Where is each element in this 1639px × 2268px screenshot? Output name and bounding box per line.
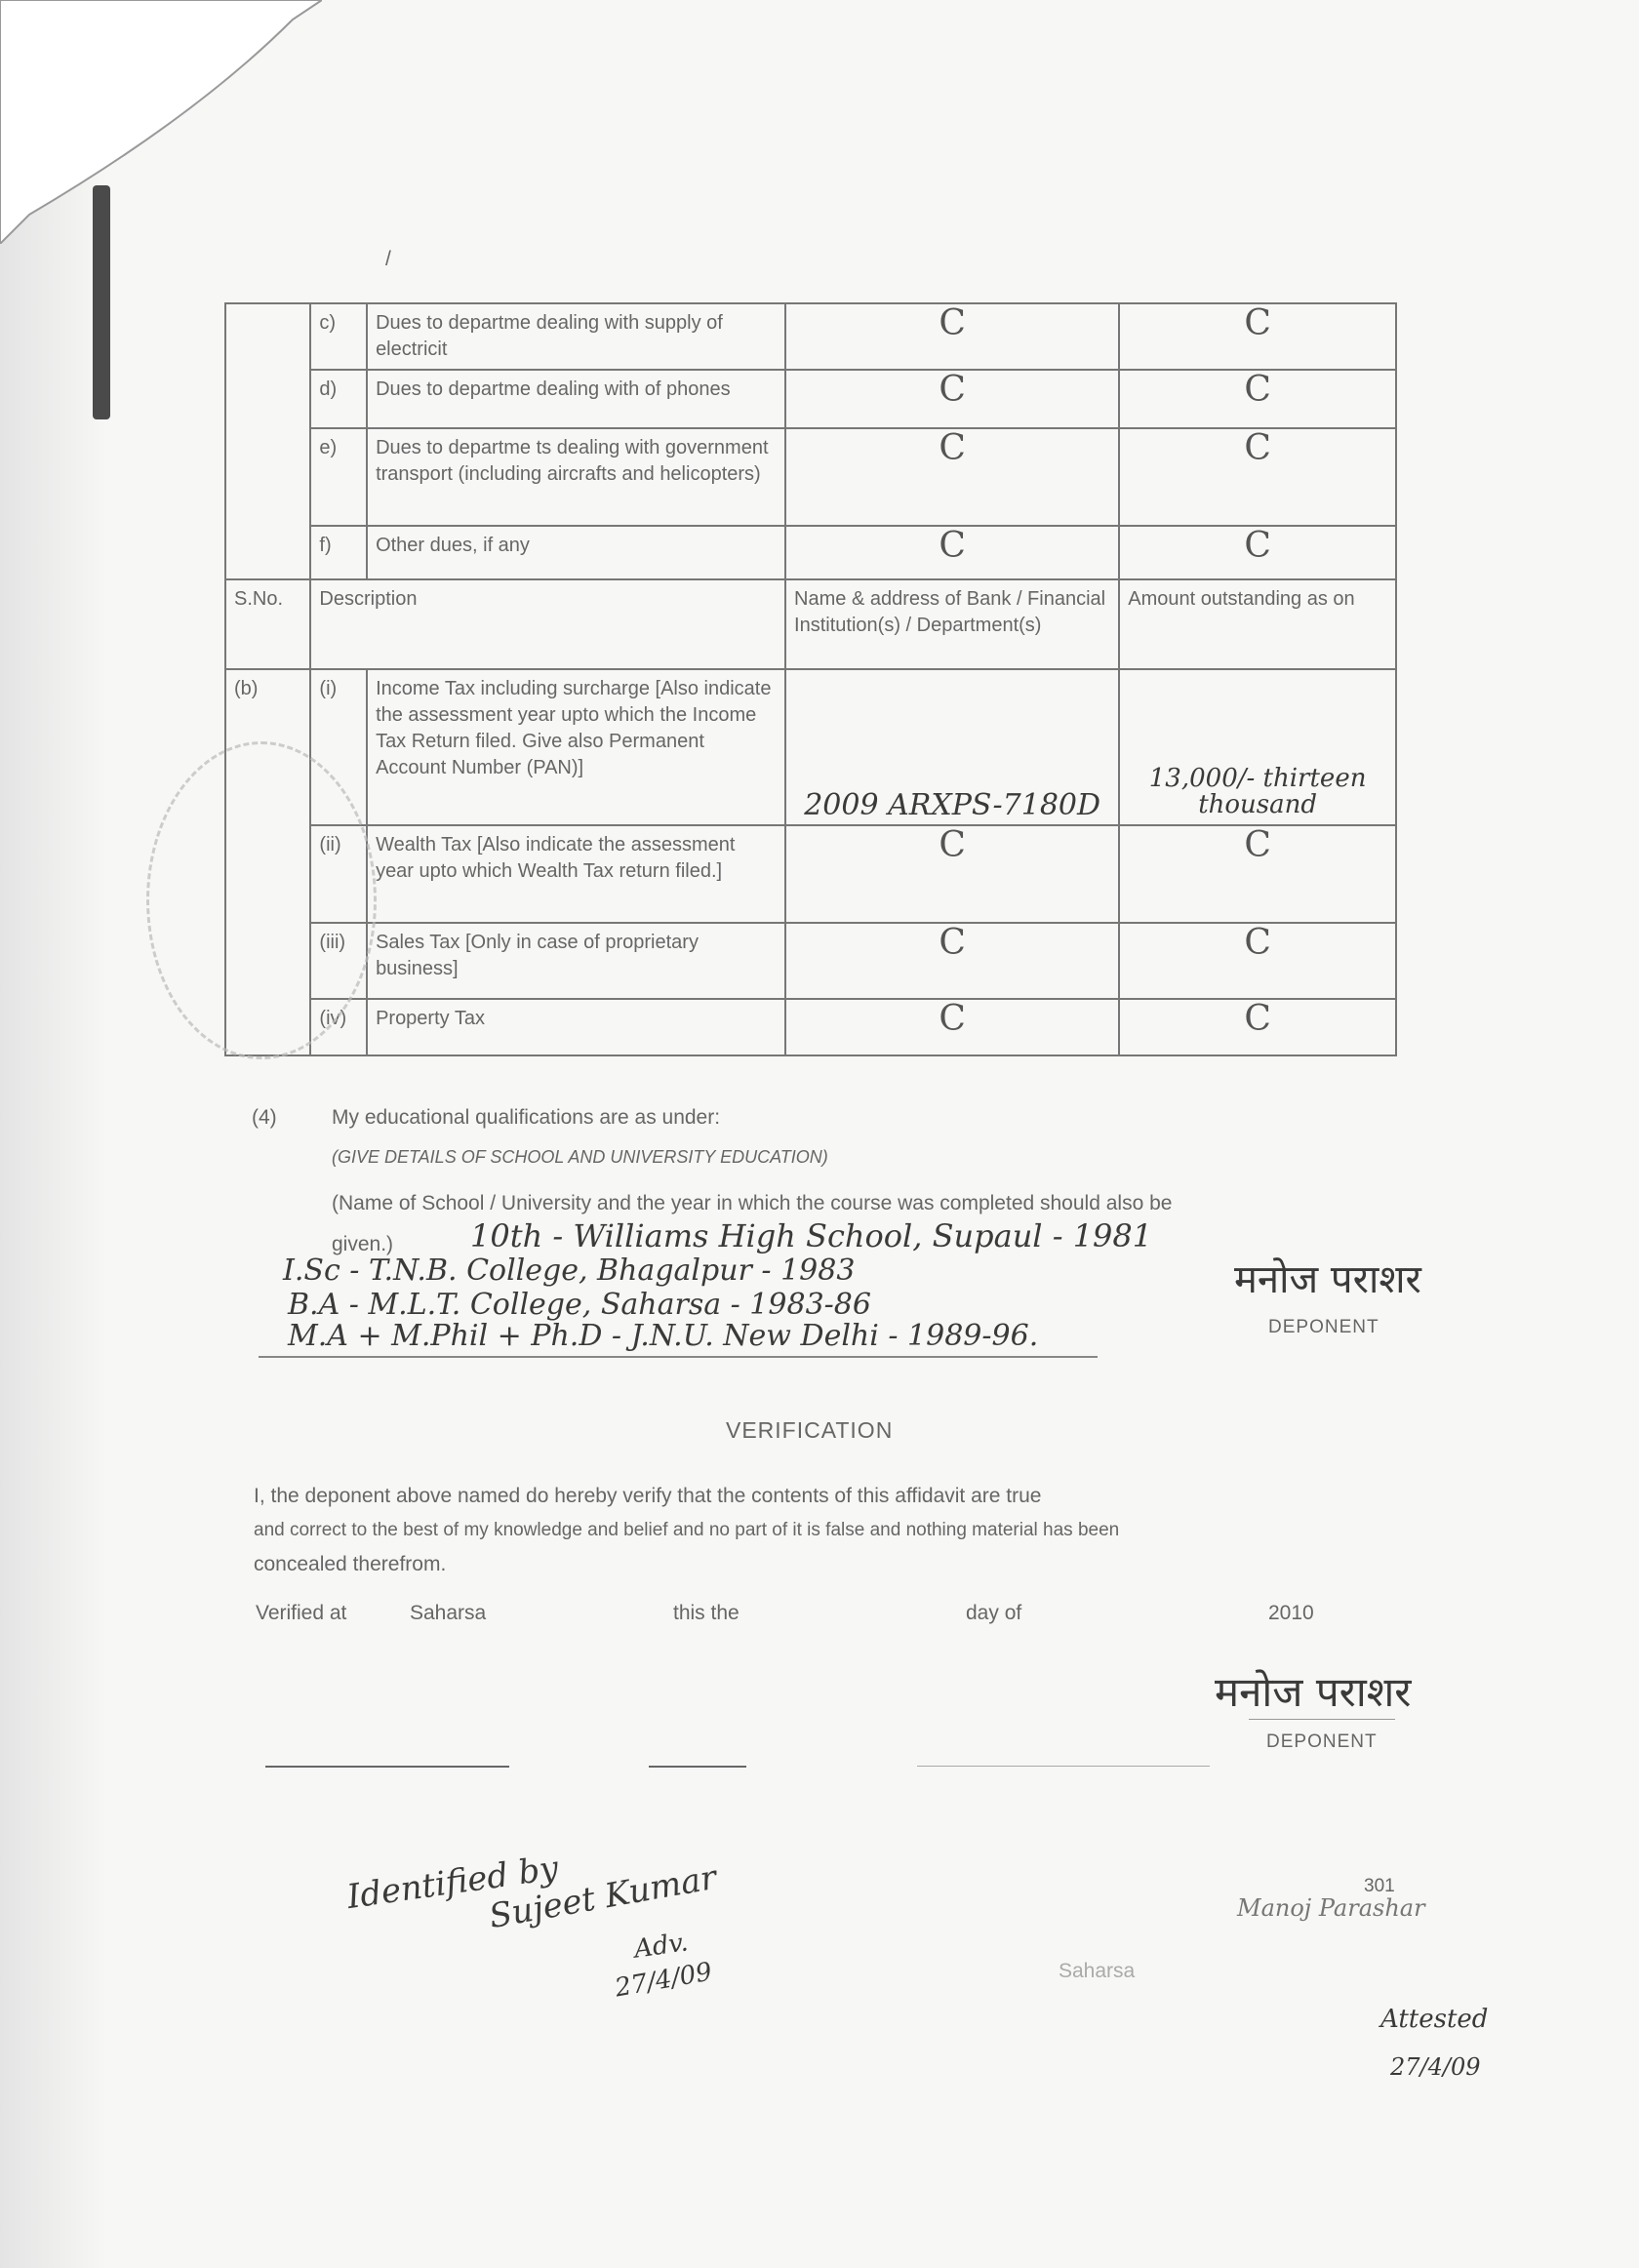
section-number: (4) — [252, 1106, 277, 1129]
empty-cell — [225, 303, 310, 579]
table-row — [225, 825, 1396, 923]
row-label: c) — [310, 303, 367, 370]
signature-line — [1249, 1719, 1395, 1720]
row-label: (i) — [310, 669, 367, 825]
nil-mark: C — [785, 825, 1119, 923]
row-label: (iv) — [310, 999, 367, 1055]
header-sno: S.No. — [225, 579, 310, 669]
education-heading: My educational qualifications are as under: — [332, 1106, 721, 1129]
header-description: Description — [310, 579, 785, 669]
row-description: Property Tax — [367, 999, 785, 1055]
nil-mark: C — [785, 370, 1119, 428]
table-row — [225, 303, 1396, 370]
row-label: (iii) — [310, 923, 367, 999]
table-header-row — [225, 579, 1396, 669]
witness-date: 27/4/09 — [613, 1957, 715, 2004]
row-description: Income Tax including surcharge [Also indicate the assessment year upto which the Income Tax Return filed. Give also Permanent Account Number (PAN)] — [367, 669, 785, 825]
nil-mark: C — [1119, 923, 1396, 999]
row-label: f) — [310, 526, 367, 579]
table-row — [225, 428, 1396, 526]
nil-mark: C — [1119, 428, 1396, 526]
nil-mark: C — [785, 999, 1119, 1055]
education-entry: 10th - Williams High School, Supaul - 1981 — [470, 1217, 1153, 1254]
witness-signature: Sujeet Kumar — [486, 1857, 720, 1937]
table-row — [225, 999, 1396, 1055]
education-instruction: (Name of School / University and the year in which the course was completed should also be — [332, 1192, 1173, 1214]
folded-corner — [0, 0, 322, 244]
notary-name: Manoj Parashar — [1237, 1894, 1425, 1922]
page-edge-shadow — [0, 0, 107, 2268]
deponent-signature: मनोज पराशर — [1234, 1257, 1421, 1302]
witness-signature: Identified by — [344, 1849, 561, 1917]
nil-mark: C — [1119, 999, 1396, 1055]
table-row — [225, 669, 1396, 825]
verification-line: and correct to the best of my knowledge and belief and no part of it is false and nothing material has been — [254, 1520, 1120, 1540]
witness-designation: Adv. — [632, 1928, 691, 1965]
row-description: Dues to departme dealing with supply of electricit — [367, 303, 785, 370]
notary-signature: Attested — [1380, 2005, 1489, 2034]
faded-text: Saharsa — [1059, 1960, 1136, 1982]
nil-mark: C — [1119, 825, 1396, 923]
nil-mark: C — [785, 428, 1119, 526]
deponent-signature: मनोज पराशर — [1215, 1668, 1412, 1716]
verified-place: Saharsa — [410, 1602, 487, 1624]
education-instruction-given: given.) — [332, 1233, 394, 1255]
underline — [259, 1356, 1098, 1358]
row-description: Dues to departme ts dealing with government transport (including aircrafts and helicopters) — [367, 428, 785, 526]
table-row — [225, 370, 1396, 428]
verification-line: I, the deponent above named do hereby verify that the contents of this affidavit are true — [254, 1485, 1042, 1507]
assets-liabilities-table — [224, 302, 1397, 1056]
verified-year: 2010 — [1268, 1602, 1314, 1624]
deponent-label: DEPONENT — [1268, 1317, 1379, 1337]
row-label: e) — [310, 428, 367, 526]
verification-line: concealed therefrom. — [254, 1553, 447, 1575]
row-description: Sales Tax [Only in case of proprietary business] — [367, 923, 785, 999]
day-of-label: day of — [966, 1602, 1022, 1624]
rule — [649, 1766, 746, 1768]
education-entry: B.A - M.L.T. College, Saharsa - 1983-86 — [288, 1288, 871, 1322]
education-entry: M.A + M.Phil + Ph.D - J.N.U. New Delhi - 1989-96. — [288, 1319, 1039, 1353]
page-number: 301 — [1364, 1876, 1395, 1896]
nil-mark: C — [1119, 370, 1396, 428]
row-label: d) — [310, 370, 367, 428]
notary-date: 27/4/09 — [1390, 2053, 1481, 2081]
amount-handwritten: 13,000/- thirteen thousand — [1119, 669, 1396, 825]
verified-at-label: Verified at — [256, 1602, 347, 1624]
education-entry: I.Sc - T.N.B. College, Bhagalpur - 1983 — [283, 1253, 856, 1288]
stray-mark: / — [385, 248, 391, 270]
header-amount: Amount outstanding as on — [1119, 579, 1396, 669]
table-row — [225, 526, 1396, 579]
pan-handwritten: 2009 ARXPS-7180D — [785, 669, 1119, 825]
rule — [917, 1766, 1210, 1767]
header-bank: Name & address of Bank / Financial Institution(s) / Department(s) — [785, 579, 1119, 669]
row-label: (ii) — [310, 825, 367, 923]
nil-mark: C — [785, 303, 1119, 370]
deponent-label: DEPONENT — [1266, 1731, 1378, 1752]
education-subheading: (GIVE DETAILS OF SCHOOL AND UNIVERSITY EDUCATION) — [332, 1147, 828, 1167]
this-the-label: this the — [673, 1602, 740, 1624]
nil-mark: C — [1119, 526, 1396, 579]
nil-mark: C — [785, 526, 1119, 579]
nil-mark: C — [785, 923, 1119, 999]
nil-mark: C — [1119, 303, 1396, 370]
rule — [265, 1766, 509, 1768]
row-description: Other dues, if any — [367, 526, 785, 579]
faded-stamp — [146, 741, 377, 1059]
table-row — [225, 923, 1396, 999]
row-description: Wealth Tax [Also indicate the assessment year upto which Wealth Tax return filed.] — [367, 825, 785, 923]
verification-title: VERIFICATION — [726, 1417, 894, 1443]
row-group-label: (b) — [225, 669, 310, 1055]
row-description: Dues to departme dealing with of phones — [367, 370, 785, 428]
